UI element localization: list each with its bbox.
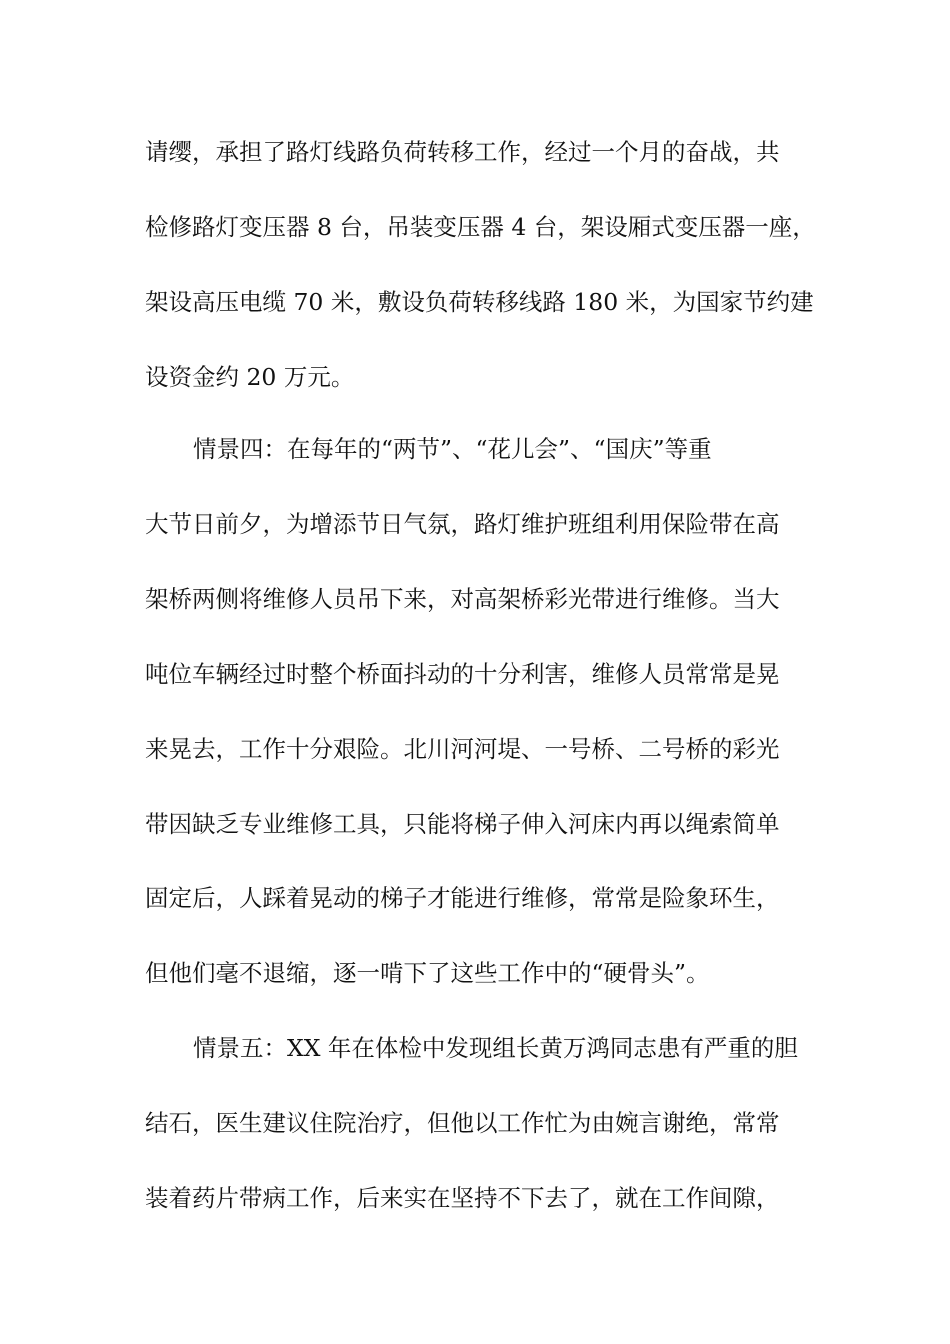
text-line: 固定后，人踩着晃动的梯子才能进行维修，常常是险象环生，: [145, 884, 780, 912]
paragraph-start-line: 情景五：XX 年在体检中发现组长黄万鸿同志患有严重的胆: [193, 1034, 798, 1062]
text-line: 装着药片带病工作，后来实在坚持不下去了，就在工作间隙，: [145, 1184, 780, 1212]
text-line: 带因缺乏专业维修工具，只能将梯子伸入河床内再以绳索简单: [145, 810, 780, 838]
text-line: 请缨，承担了路灯线路负荷转移工作，经过一个月的奋战，共: [145, 138, 780, 166]
text-line: 来晃去，工作十分艰险。北川河河堤、一号桥、二号桥的彩光: [145, 735, 780, 763]
text-line: 大节日前夕，为增添节日气氛，路灯维护班组利用保险带在高: [145, 510, 780, 538]
paragraph-start-line: 情景四：在每年的“两节”、“花儿会”、“国庆”等重: [193, 435, 712, 463]
text-line: 结石，医生建议住院治疗，但他以工作忙为由婉言谢绝，常常: [145, 1109, 780, 1137]
text-line: 但他们毫不退缩，逐一啃下了这些工作中的“硬骨头”。: [145, 959, 710, 987]
text-line: 检修路灯变压器 8 台，吊装变压器 4 台，架设厢式变压器一座，: [145, 213, 816, 241]
text-line: 架设高压电缆 70 米，敷设负荷转移线路 180 米，为国家节约建: [145, 288, 814, 316]
text-line: 架桥两侧将维修人员吊下来，对高架桥彩光带进行维修。当大: [145, 585, 780, 613]
text-line: 设资金约 20 万元。: [145, 363, 355, 391]
text-line: 吨位车辆经过时整个桥面抖动的十分利害，维修人员常常是晃: [145, 660, 780, 688]
